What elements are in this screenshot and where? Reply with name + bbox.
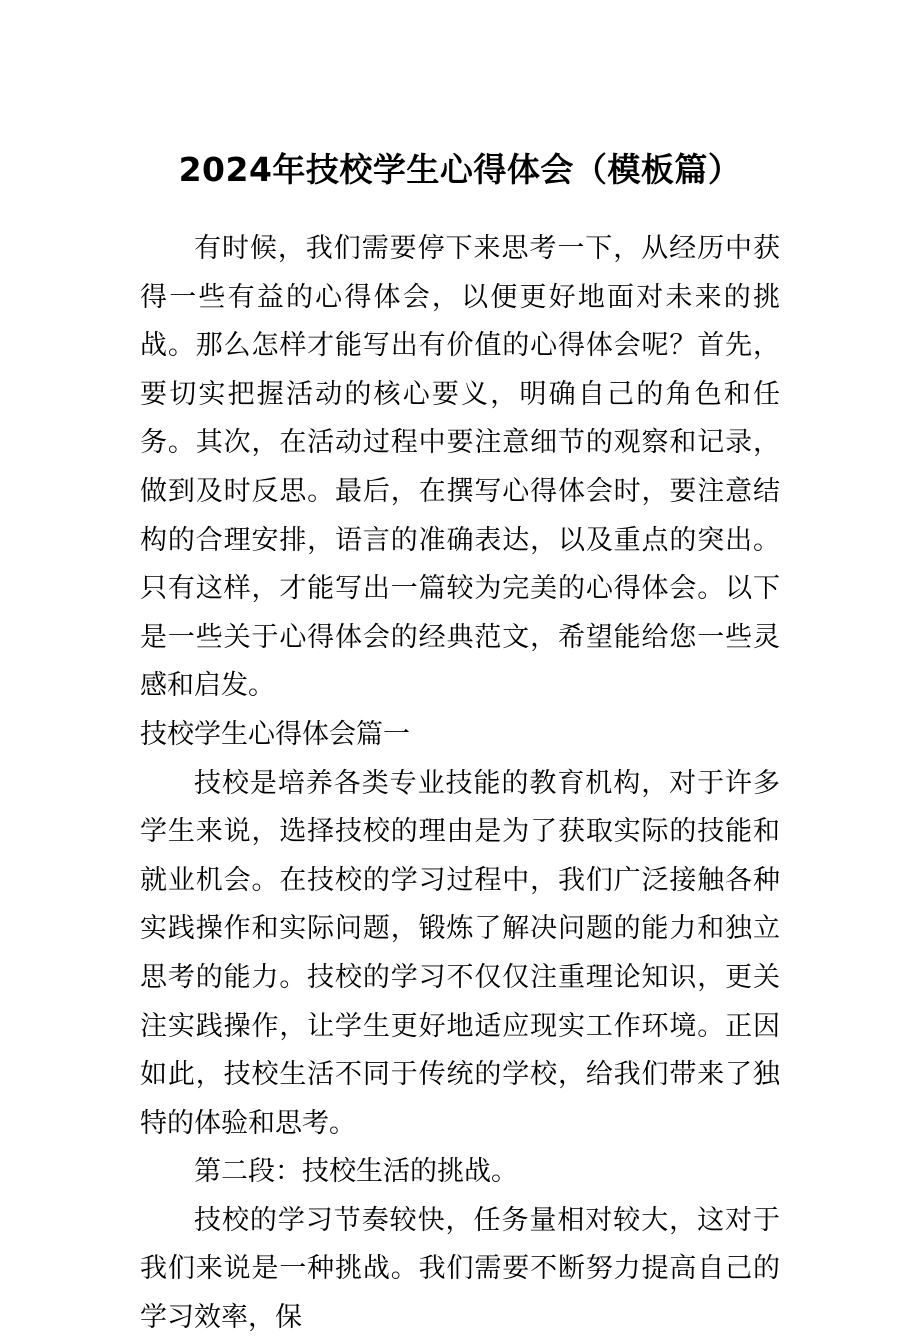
subsection-heading: 第二段：技校生活的挑战。 [194, 1156, 518, 1188]
section-heading: 技校学生心得体会篇一 [140, 718, 410, 750]
document-title: 2024年技校学生心得体会（模板篇） [178, 150, 742, 189]
body-paragraph: 技校是培养各类专业技能的教育机构，对于许多学生来说，选择技校的理由是为了获取实际的技能和就业机会。在技校的学习过程中，我们广泛接触各种实践操作和实际问题，锻炼了解决问题的能力和独立思考的能力。技校的学习不仅仅注重理论知识，更关注实践操作，让学生更好地适应现实工作环境。正因如此，技校生活不同于传统的学校，给我们带来了独特的体验和思考。 [140, 767, 780, 1139]
document-body [140, 225, 780, 1343]
intro-paragraph: 有时候，我们需要停下来思考一下，从经历中获得一些有益的心得体会，以便更好地面对未来的挑战。那么怎样才能写出有价值的心得体会呢？首先，要切实把握活动的核心要义，明确自己的角色和任务。其次，在活动过程中要注意细节的观察和记录，做到及时反思。最后，在撰写心得体会时，要注意结构的合理安排，语言的准确表达，以及重点的突出。只有这样，才能写出一篇较为完美的心得体会。以下是一些关于心得体会的经典范文，希望能给您一些灵感和启发。 [140, 233, 780, 702]
body-paragraph: 技校的学习节奏较快，任务量相对较大，这对于我们来说是一种挑战。我们需要不断努力提高自己的学习效率，保 [140, 1204, 780, 1334]
